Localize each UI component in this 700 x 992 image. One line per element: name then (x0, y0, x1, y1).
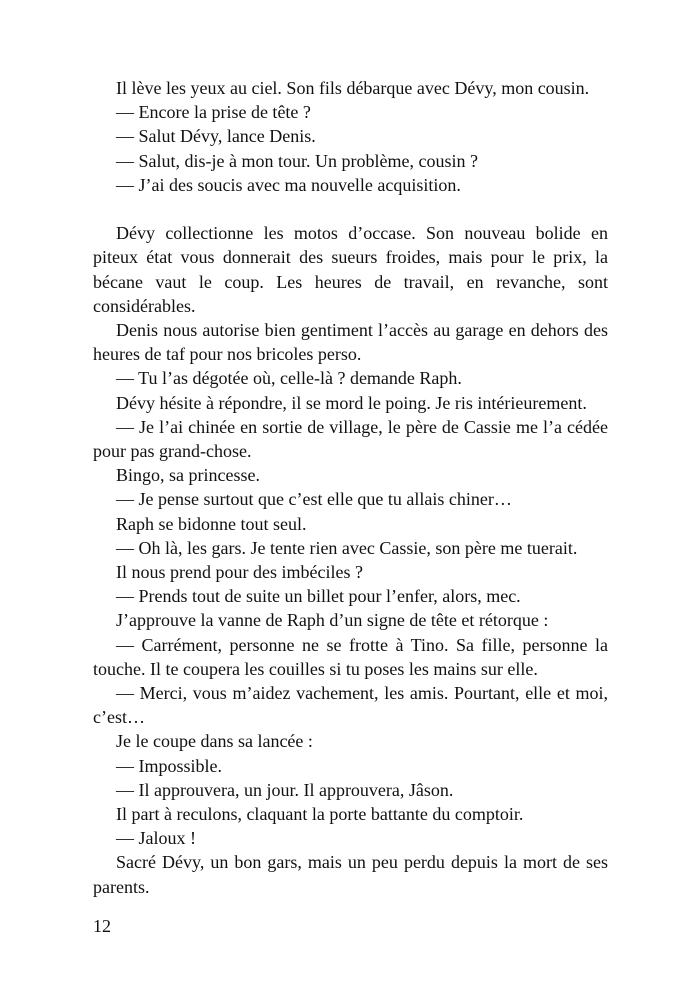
page-body (93, 76, 608, 899)
paragraph: — Je pense surtout que c’est elle que tu allais chiner… (116, 489, 512, 510)
paragraph: — Il approuvera, un jour. Il approuvera, Jâson. (116, 779, 454, 800)
paragraph: — Encore la prise de tête ? (116, 102, 311, 123)
paragraph: Bingo, sa princesse. (116, 465, 260, 486)
paragraph: Dévy collectionne les motos d’occase. Son nouveau bolide en piteux état vous donnerait des sueurs froides, mais pour le prix, la bécane vaut le coup. Les heures de travail, en revanche, sont considérables. (93, 223, 608, 316)
paragraph: Denis nous autorise bien gentiment l’accès au garage en dehors des heures de taf pour nos bricoles perso. (93, 320, 608, 365)
paragraph: Sacré Dévy, un bon gars, mais un peu perdu depuis la mort de ses parents. (93, 852, 608, 897)
paragraph: — Impossible. (116, 755, 222, 776)
paragraph: — Prends tout de suite un billet pour l’enfer, alors, mec. (116, 586, 521, 607)
paragraph: — Carrément, personne ne se frotte à Tino. Sa fille, personne la touche. Il te coupera les couilles si tu poses les mains sur elle. (93, 634, 608, 679)
paragraph: Raph se bidonne tout seul. (116, 513, 307, 534)
paragraph: Il part à reculons, claquant la porte battante du comptoir. (116, 804, 524, 825)
page-number: 12 (93, 916, 111, 936)
paragraph: — Je l’ai chinée en sortie de village, le père de Cassie me l’a cédée pour pas grand-chose. (93, 416, 608, 462)
paragraph: — Salut, dis-je à mon tour. Un problème, cousin ? (116, 150, 478, 171)
paragraph: — J’ai des soucis avec ma nouvelle acquisition. (116, 174, 461, 195)
paragraph: Il lève les yeux au ciel. Son fils débarque avec Dévy, mon cousin. (116, 78, 590, 98)
paragraph: — Merci, vous m’aidez vachement, les amis. Pourtant, elle et moi, c’est… (93, 683, 608, 728)
paragraph: — Jaloux ! (116, 828, 196, 849)
paragraph: Dévy hésite à répondre, il se mord le poing. Je ris intérieurement. (116, 392, 587, 413)
paragraph: Il nous prend pour des imbéciles ? (116, 562, 363, 583)
paragraph: — Tu l’as dégotée où, celle-là ? demande Raph. (116, 368, 462, 389)
paragraph: — Oh là, les gars. Je tente rien avec Cassie, son père me tuerait. (116, 537, 578, 558)
paragraph: — Salut Dévy, lance Denis. (116, 126, 316, 147)
paragraph: J’approuve la vanne de Raph d’un signe de tête et rétorque : (116, 610, 549, 631)
paragraph: Je le coupe dans sa lancée : (116, 731, 313, 752)
